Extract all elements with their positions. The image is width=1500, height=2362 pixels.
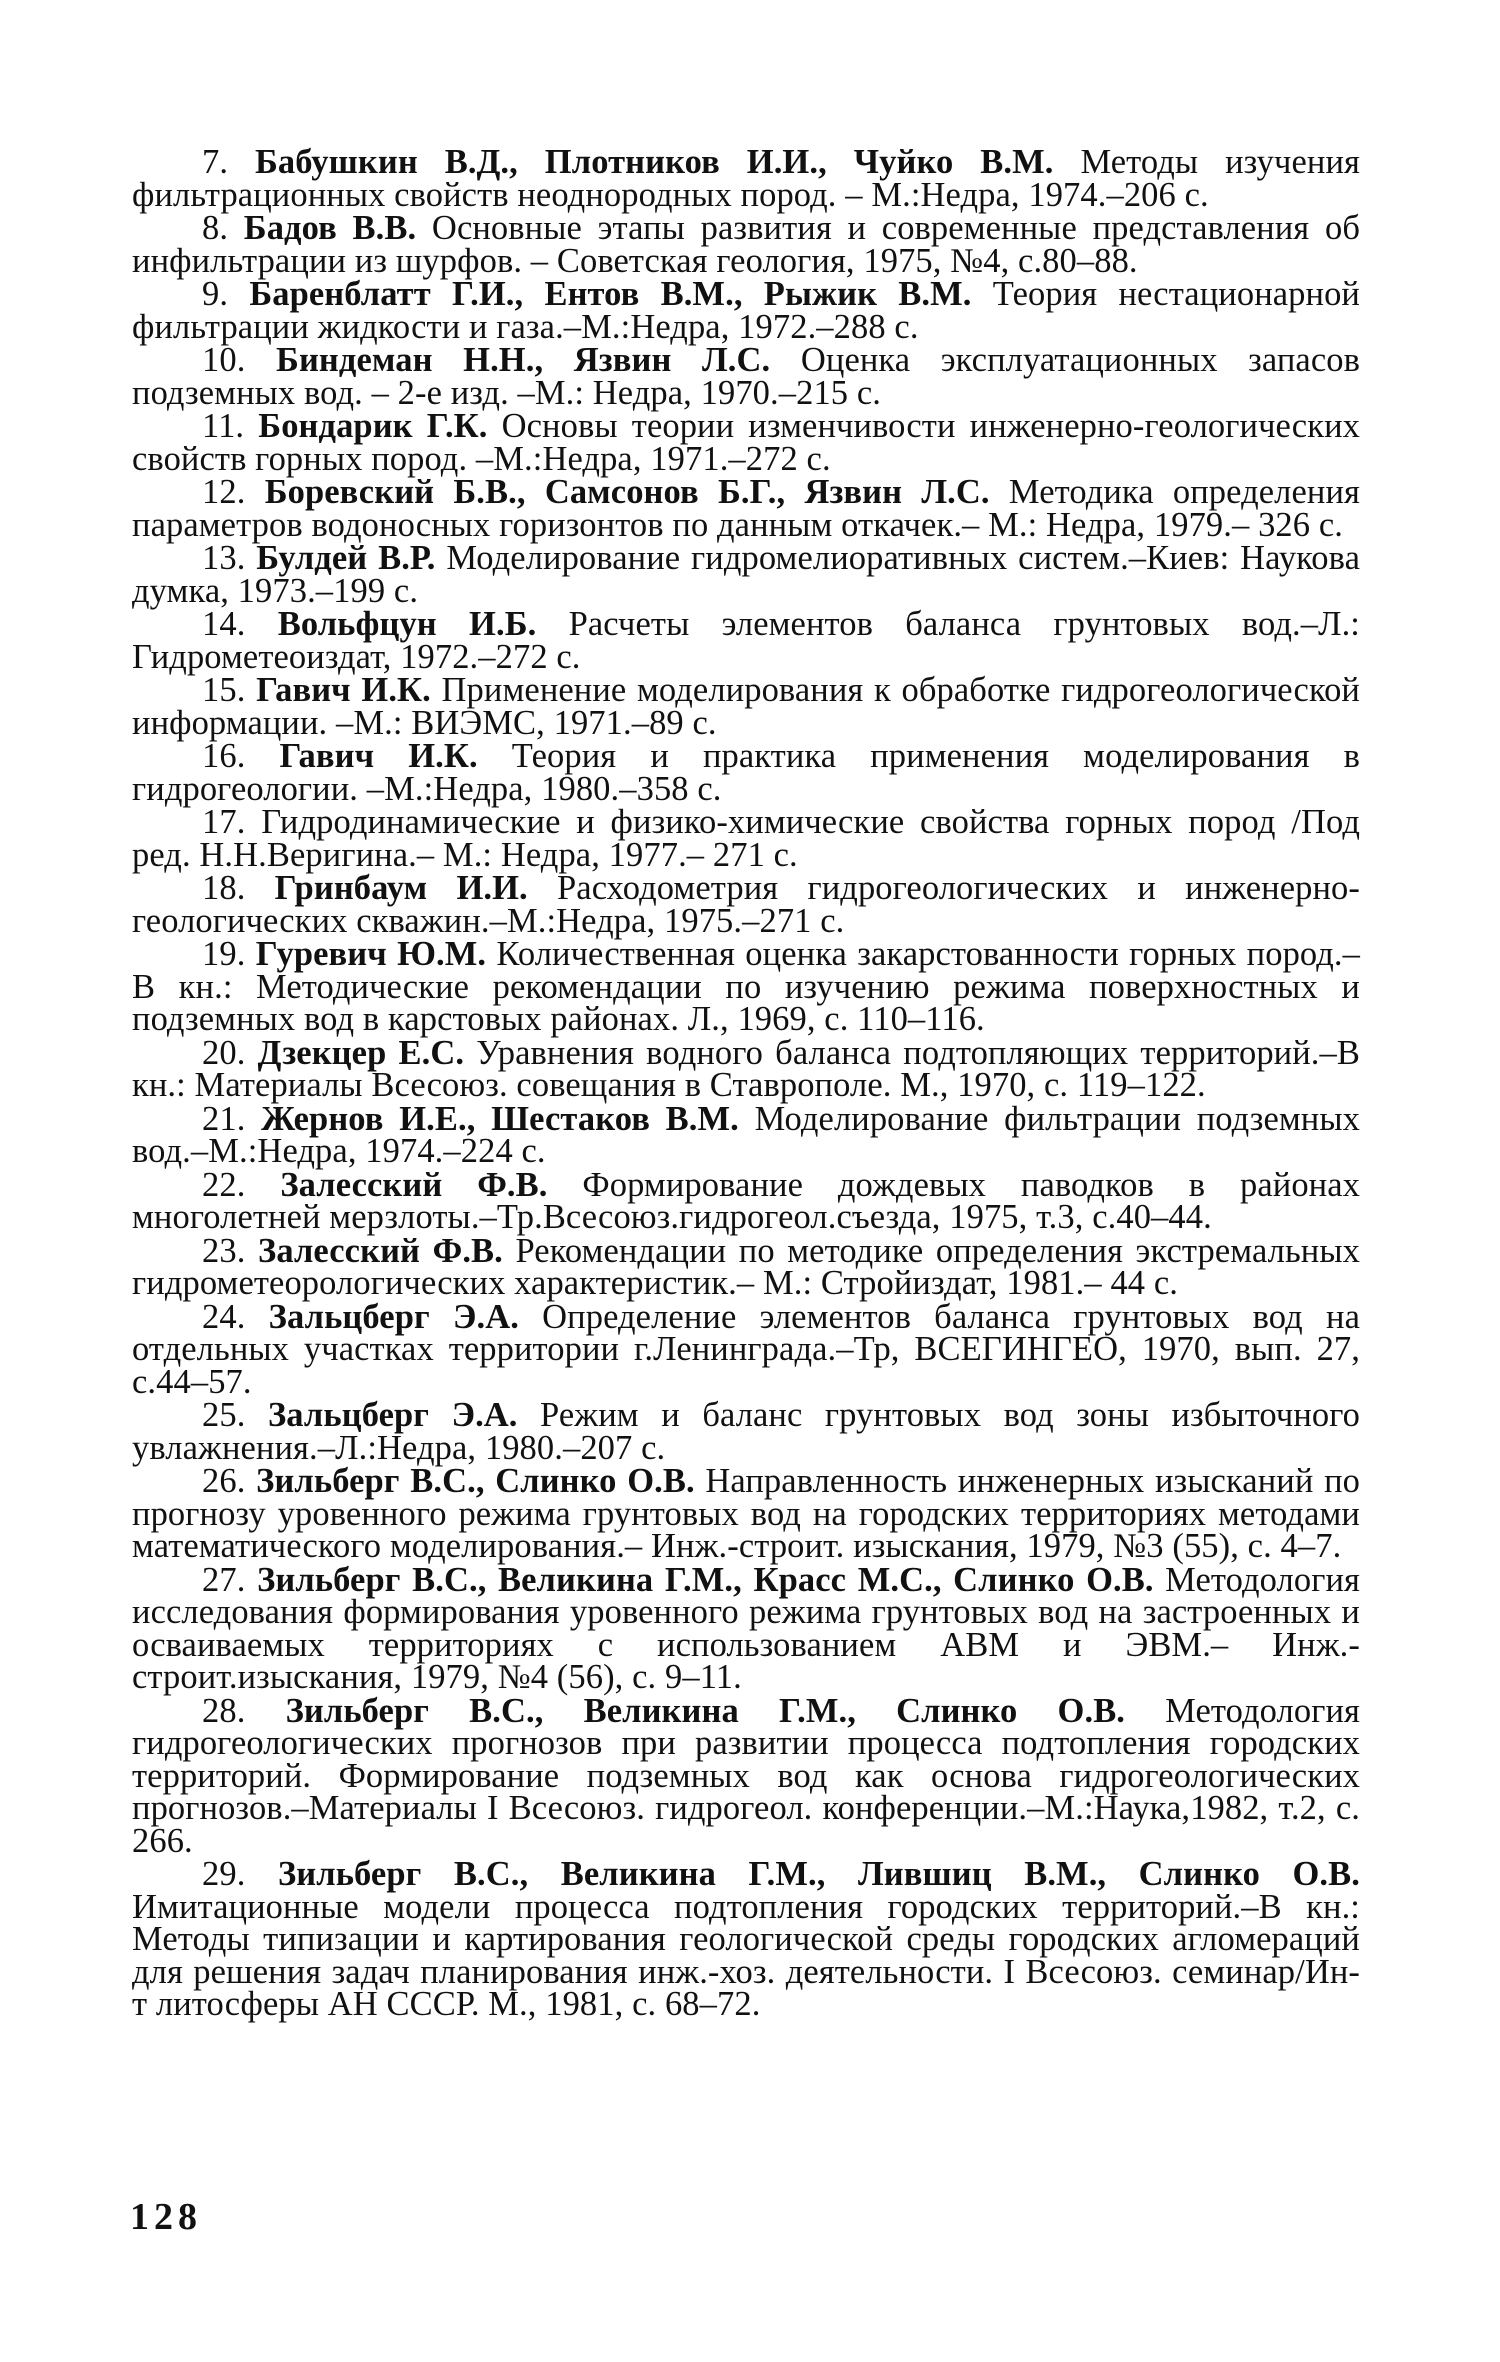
reference-authors: Баренблатт Г.И., Ентов В.М., Рыжик В.М.	[249, 275, 972, 313]
reference-number: 12.	[202, 473, 246, 511]
reference-authors: Зальцберг Э.А.	[268, 1297, 519, 1336]
reference-entry	[132, 473, 1361, 544]
reference-entry	[132, 143, 1360, 214]
reference-entry	[132, 605, 1360, 676]
reference-text: Рекомендации по методике определения экстремальных гидрометеорологических характеристик.– М.: Стройиздат, 1981.– 44 с.	[132, 1231, 1360, 1302]
reference-text: Моделирование фильтрации подземных вод.–М.:Недра, 1974.–224 с.	[132, 1099, 1360, 1170]
reference-text: Применение моделирования к обработке гидрогеологической информации. –М.: ВИЭМС, 1971.–89 с.	[132, 671, 1360, 742]
reference-text: Основные этапы развития и современные представления об инфильтрации из шурфов. – Советская геология, 1975, №4, с.80–88.	[132, 209, 1360, 280]
reference-number: 27.	[202, 1560, 246, 1599]
reference-text: Гидродинамические и физико-химические свойства горных пород /Под ред. Н.Н.Веригина.– М.: Недра, 1977.– 271 с.	[132, 803, 1360, 874]
reference-text: Методика определения параметров водоносных горизонтов по данным откачек.– М.: Недра, 1979.– 326 с.	[132, 473, 1361, 544]
reference-authors: Гринбаум И.И.	[274, 869, 528, 907]
reference-entry	[132, 737, 1360, 808]
reference-entry	[132, 539, 1360, 610]
reference-number: 9.	[202, 275, 229, 313]
reference-list	[132, 143, 1361, 2023]
reference-entry	[132, 803, 1360, 874]
reference-authors: Залесский Ф.В.	[258, 1231, 503, 1270]
reference-text: Методология гидрогеологических прогнозов при развитии процесса подтопления городских территорий. Формирование подземных вод как основа гидрогеологических прогнозов.–Материалы I Всесоюз. гидрогеол. конференции.–М.:Наука,1982, т.2, с. 266.	[132, 1691, 1360, 1860]
reference-number: 15.	[202, 671, 246, 709]
reference-authors: Дзекцер Е.С.	[257, 1033, 465, 1072]
reference-number: 11.	[202, 407, 245, 445]
reference-number: 25.	[202, 1396, 246, 1434]
reference-number: 24.	[202, 1297, 246, 1336]
reference-number: 7.	[202, 143, 229, 181]
reference-text: Расчеты элементов баланса грунтовых вод.–Л.: Гидрометеоиздат, 1972.–272 с.	[132, 605, 1360, 676]
reference-number: 14.	[202, 605, 246, 643]
reference-authors: Гуревич Ю.М.	[255, 935, 487, 973]
reference-authors: Гавич И.К.	[279, 737, 478, 775]
reference-authors: Зальцберг Э.А.	[267, 1396, 518, 1434]
reference-authors: Булдей В.Р.	[256, 539, 436, 577]
reference-entry	[132, 1231, 1360, 1302]
page-number: 128	[130, 2196, 202, 2238]
reference-entry	[132, 1099, 1360, 1170]
reference-entry	[132, 209, 1360, 280]
reference-authors: Зильберг В.С., Великина Г.М., Слинко О.В.	[285, 1691, 1126, 1730]
reference-number: 16.	[202, 737, 246, 775]
reference-text: Имитационные модели процесса подтопления городских территорий.–В кн.: Методы типизации и картирования геологической среды городских агломераций для решения задач планирования инж.-хоз. деятельности. I Всесоюз. семинар/Ин-т литосферы АН СССР. М., 1981, с. 68–72.	[132, 1887, 1360, 2023]
reference-entry	[132, 407, 1360, 478]
reference-text: Теория нестационарной фильтрации жидкости и газа.–М.:Недра, 1972.–288 с.	[132, 275, 1360, 346]
reference-entry	[132, 1462, 1360, 1565]
reference-text: Моделирование гидромелиоративных систем.–Киев: Наукова думка, 1973.–199 с.	[132, 539, 1360, 610]
reference-text: Теория и практика применения моделирования в гидрогеологии. –М.:Недра, 1980.–358 с.	[132, 737, 1360, 808]
reference-entry	[132, 341, 1360, 412]
reference-text: Режим и баланс грунтовых вод зоны избыточного увлажнения.–Л.:Недра, 1980.–207 с.	[132, 1396, 1360, 1467]
reference-entry	[132, 1165, 1360, 1236]
reference-authors: Боревский Б.В., Самсонов Б.Г., Язвин Л.С.	[264, 473, 990, 511]
reference-number: 17.	[202, 803, 246, 841]
reference-authors: Зильберг В.С., Великина Г.М., Красс М.С., Слинко О.В.	[257, 1560, 1154, 1599]
reference-authors: Залесский Ф.В.	[280, 1165, 548, 1204]
reference-entry	[132, 1297, 1360, 1401]
reference-number: 28.	[202, 1691, 246, 1730]
reference-number: 22.	[202, 1165, 246, 1204]
reference-text: Расходометрия гидрогеологических и инженерно-геологических скважин.–М.:Недра, 1975.–271 с.	[132, 869, 1360, 940]
reference-number: 18.	[202, 869, 246, 907]
reference-entry	[132, 1560, 1360, 1696]
reference-text: Определение элементов баланса грунтовых вод на отдельных участках территории г.Ленинграда.–Тр, ВСЕГИНГЕО, 1970, вып. 27, с.44–57.	[132, 1297, 1360, 1401]
reference-authors: Гавич И.К.	[256, 671, 431, 709]
reference-authors: Жернов И.Е., Шестаков В.М.	[261, 1099, 739, 1138]
reference-number: 21.	[202, 1099, 246, 1138]
reference-text: Количественная оценка закарстованности горных пород.– В кн.: Методические рекомендации по изучению режима поверхностных и подземных вод в карстовых районах. Л., 1969, с. 110–116.	[132, 935, 1360, 1038]
reference-entry	[132, 275, 1360, 346]
reference-text: Формирование дождевых паводков в районах многолетней мерзлоты.–Тр.Всесоюз.гидрогеол.съезда, 1975, т.3, с.40–44.	[132, 1165, 1360, 1236]
reference-entry	[132, 869, 1360, 940]
reference-authors: Зильберг В.С., Слинко О.В.	[256, 1462, 695, 1500]
reference-text: Уравнения водного баланса подтопляющих территорий.–В кн.: Материалы Всесоюз. совещания в Ставрополе. М., 1970, с. 119–122.	[132, 1033, 1360, 1104]
reference-text: Методы изучения фильтрационных свойств неоднородных пород. – М.:Недра, 1974.–206 с.	[132, 143, 1360, 214]
reference-number: 8.	[202, 209, 229, 247]
reference-number: 10.	[202, 341, 246, 379]
reference-number: 29.	[202, 1855, 246, 1893]
reference-text: Основы теории изменчивости инженерно-геологических свойств горных пород. –М.:Недра, 1971.–272 с.	[132, 407, 1360, 478]
reference-entry	[132, 1855, 1360, 2023]
reference-entry	[132, 1396, 1360, 1467]
reference-authors: Бондарик Г.К.	[258, 407, 488, 445]
reference-number: 26.	[202, 1462, 246, 1500]
reference-entry	[132, 1033, 1360, 1104]
reference-authors: Бадов В.В.	[243, 209, 417, 247]
reference-authors: Зильберг В.С., Великина Г.М., Лившиц В.М., Слинко О.В.	[277, 1855, 1360, 1893]
reference-number: 23.	[202, 1231, 246, 1270]
reference-number: 19.	[202, 935, 246, 973]
reference-number: 13.	[202, 539, 246, 577]
reference-authors: Вольфцун И.Б.	[277, 605, 537, 643]
reference-entry	[132, 671, 1360, 742]
reference-text: Методология исследования формирования уровенного режима грунтовых вод на застроенных и осваиваемых территориях с использованием АВМ и ЭВМ.– Инж.-строит.изыскания, 1979, №4 (56), с. 9–11.	[132, 1560, 1360, 1696]
reference-text: Направленность инженерных изысканий по прогнозу уровенного режима грунтовых вод на городских территориях методами математического моделирования.– Инж.-строит. изыскания, 1979, №3 (55), с. 4–7.	[132, 1462, 1360, 1565]
reference-authors: Биндеман Н.Н., Язвин Л.С.	[276, 341, 771, 379]
reference-entry	[132, 1691, 1360, 1860]
reference-authors: Бабушкин В.Д., Плотников И.И., Чуйко В.М.	[255, 143, 1054, 181]
reference-entry	[132, 935, 1360, 1038]
reference-text: Оценка эксплуатационных запасов подземных вод. – 2-е изд. –М.: Недра, 1970.–215 с.	[132, 341, 1360, 412]
reference-number: 20.	[202, 1033, 246, 1072]
